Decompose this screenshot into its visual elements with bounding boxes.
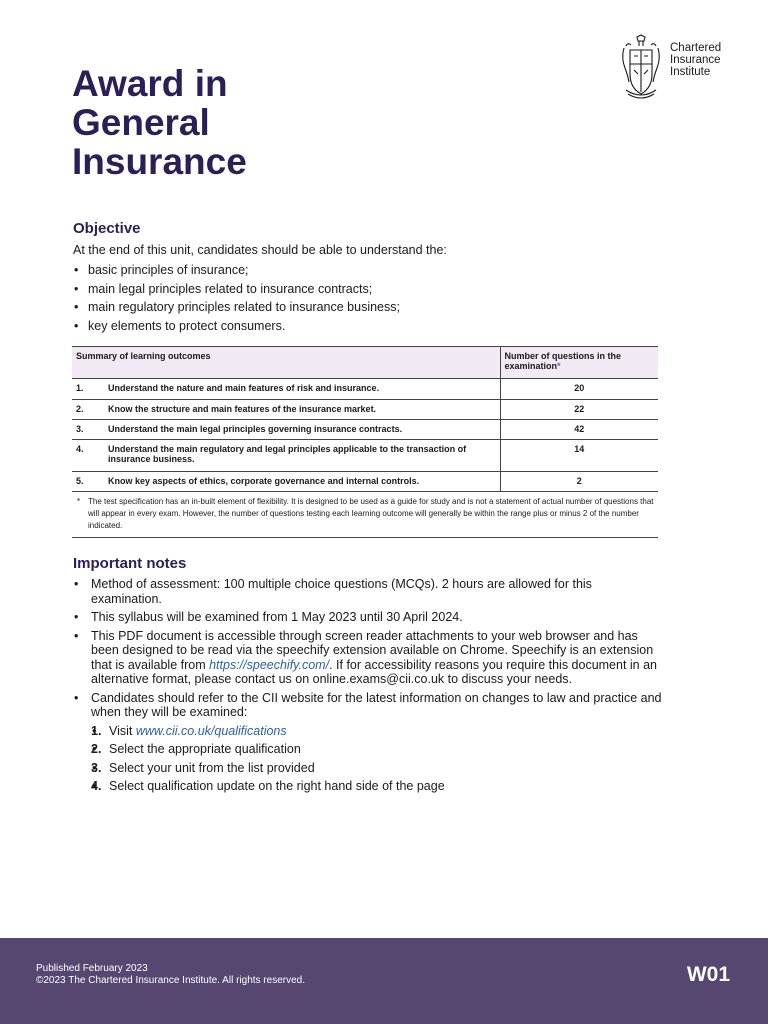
important-notes-section [73, 555, 663, 798]
notes-heading: Important notes [73, 555, 187, 572]
table-footnote [76, 496, 654, 532]
row-outcome: Know key aspects of ethics, corporate governance and internal controls. [104, 472, 500, 492]
row-number: 3. [72, 420, 104, 440]
row-questions: 42 [500, 420, 658, 440]
row-outcome: Understand the main legal principles governing insurance contracts. [104, 420, 500, 440]
notes-list [73, 577, 663, 794]
row-outcome: Know the structure and main features of the insurance market. [104, 400, 500, 420]
row-questions: 20 [500, 379, 658, 400]
outcomes-column-header: Summary of learning outcomes [72, 347, 500, 379]
list-item: • key elements to protect consumers. [73, 317, 673, 336]
speechify-link[interactable]: https://speechify.com/ [209, 657, 330, 672]
row-number: 4. [72, 440, 104, 472]
list-item: • Method of assessment: 100 multiple choice questions (MCQs). 2 hours are allowed for this examination. [73, 577, 663, 606]
published-date: Published February 2023 [36, 963, 148, 974]
row-number: 5. [72, 472, 104, 492]
row-outcome: Understand the nature and main features of risk and insurance. [104, 379, 500, 400]
row-questions: 22 [500, 400, 658, 420]
objective-list [73, 261, 673, 335]
crest-icon [620, 34, 662, 102]
list-item: • main regulatory principles related to insurance business; [73, 298, 673, 317]
page-footer [0, 938, 768, 1024]
list-item: • basic principles of insurance; [73, 261, 673, 280]
table-row [72, 472, 658, 492]
step-item: • 1. Visit www.cii.co.uk/qualifications [91, 724, 663, 739]
table-row [72, 400, 658, 420]
table-row [72, 440, 658, 472]
step-item: • 4. Select qualification update on the right hand side of the page [91, 779, 663, 794]
step-item: • 3. Select your unit from the list provided [91, 761, 663, 776]
cii-qualifications-link[interactable]: www.cii.co.uk/qualifications [135, 723, 287, 738]
table-header-row [72, 347, 658, 379]
table-row [72, 379, 658, 400]
copyright: ©2023 The Chartered Insurance Institute. All rights reserved. [36, 975, 305, 986]
publication-info [36, 963, 305, 987]
list-item: • main legal principles related to insurance contracts; [73, 280, 673, 299]
objective-section [73, 220, 673, 335]
footnote-star: * [77, 497, 81, 506]
step-item: • 2. Select the appropriate qualification [91, 742, 663, 757]
questions-column-header: Number of questions in the examination* [500, 347, 658, 379]
learning-outcomes-table [72, 346, 658, 538]
row-questions: 2 [500, 472, 658, 492]
unit-code: W01 [686, 963, 730, 986]
footnote-text: The test specification has an in-built element of flexibility. It is designed to be used as a guide for study and is not a statement of actual number of questions that will appear in every exam. However, the number of questions testing each learning outcome will generally be within the range plus or minus 2 of the number indicated. [88, 497, 654, 530]
title-line-1: Award in [72, 63, 228, 104]
list-item: • This syllabus will be examined from 1 May 2023 until 30 April 2024. [73, 610, 663, 625]
row-outcome: Understand the main regulatory and legal principles applicable to the transaction of insurance business. [104, 440, 500, 472]
steps-list [91, 724, 663, 794]
row-number: 1. [72, 379, 104, 400]
logo-wordmark: Chartered Insurance Institute [670, 42, 722, 78]
list-item: • Candidates should refer to the CII website for the latest information on changes to law and practice and when they will be examined: • 1. Visit www.cii.co.uk/qualifications • 2. Select the appropriate qualification • 3. Select your unit from the list provided • 4. Select qualification update on the right hand side of the page [73, 691, 663, 794]
row-questions: 14 [500, 440, 658, 472]
objective-intro: At the end of this unit, candidates should be able to understand the: [73, 243, 447, 257]
page-title [72, 64, 492, 181]
cii-logo [620, 34, 740, 104]
title-line-3: Insurance [72, 141, 247, 182]
objective-heading: Objective [73, 220, 141, 237]
footnote-marker: * [557, 361, 561, 371]
table-footnote-row [72, 492, 658, 538]
row-number: 2. [72, 400, 104, 420]
table-row [72, 420, 658, 440]
title-line-2: General [72, 102, 210, 143]
list-item: • This PDF document is accessible through screen reader attachments to your web browser and has been designed to be read via the speechify extension available on Chrome. Speechify is an extension that is available from https://speechify.com/. If for accessibility reasons you require this document in an alternative format, please contact us on online.exams@cii.co.uk to discuss your needs. [73, 629, 663, 687]
